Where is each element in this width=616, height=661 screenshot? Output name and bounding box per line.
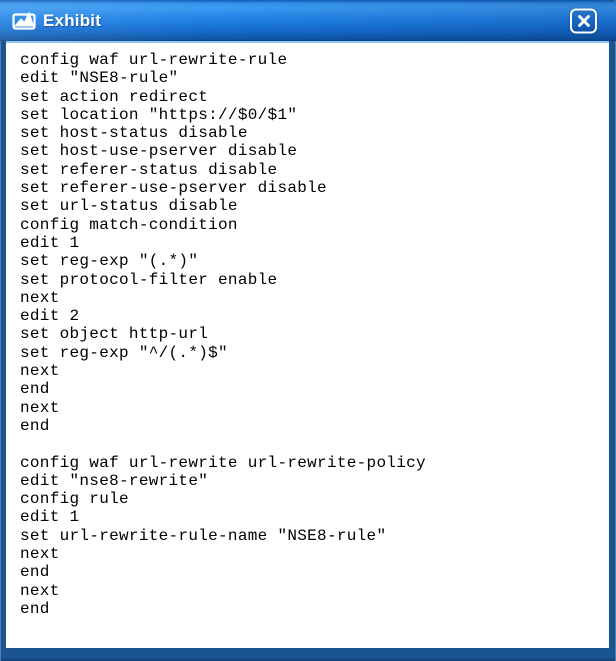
config-line: edit "NSE8-rule" (20, 69, 179, 88)
config-line: end (20, 563, 50, 582)
window-title: Exhibit (43, 10, 102, 30)
config-line: set action redirect (20, 87, 209, 106)
config-line: edit 1 (20, 508, 80, 527)
config-line: set referer-use-pserver disable (20, 179, 327, 198)
config-line: next (20, 288, 60, 307)
config-line: edit 2 (20, 307, 80, 326)
config-line: config rule (20, 490, 129, 509)
config-line: end (20, 416, 50, 435)
config-line: next (20, 362, 60, 381)
close-x-icon (577, 14, 591, 27)
config-line: set host-status disable (20, 124, 248, 143)
config-text (6, 41, 609, 648)
config-line: set object http-url (20, 325, 209, 344)
config-line: end (20, 380, 50, 399)
config-line: next (20, 398, 60, 417)
config-line: edit "nse8-rewrite" (20, 471, 209, 490)
title-bar[interactable] (0, 0, 616, 41)
config-line: config match-condition (20, 215, 238, 234)
config-line: set host-use-pserver disable (20, 142, 298, 161)
config-line: next (20, 545, 60, 564)
config-line: set url-rewrite-rule-name "NSE8-rule" (20, 526, 387, 545)
config-line (20, 435, 605, 453)
config-line: config waf url-rewrite url-rewrite-policy (20, 453, 426, 472)
config-line: set protocol-filter enable (20, 270, 278, 289)
exhibit-picture-icon (12, 10, 36, 32)
config-line: set reg-exp "(.*)" (20, 252, 199, 271)
config-line: set reg-exp "^/(.*)$" (20, 343, 228, 362)
config-line: set url-status disable (20, 197, 238, 216)
config-line: next (20, 581, 60, 600)
config-line: set referer-status disable (20, 160, 278, 179)
config-line: edit 1 (20, 233, 80, 252)
config-line: end (20, 599, 50, 618)
close-button[interactable] (570, 8, 597, 33)
config-line: config waf url-rewrite-rule (20, 51, 288, 69)
config-line: set location "https://$0/$1" (20, 105, 298, 124)
